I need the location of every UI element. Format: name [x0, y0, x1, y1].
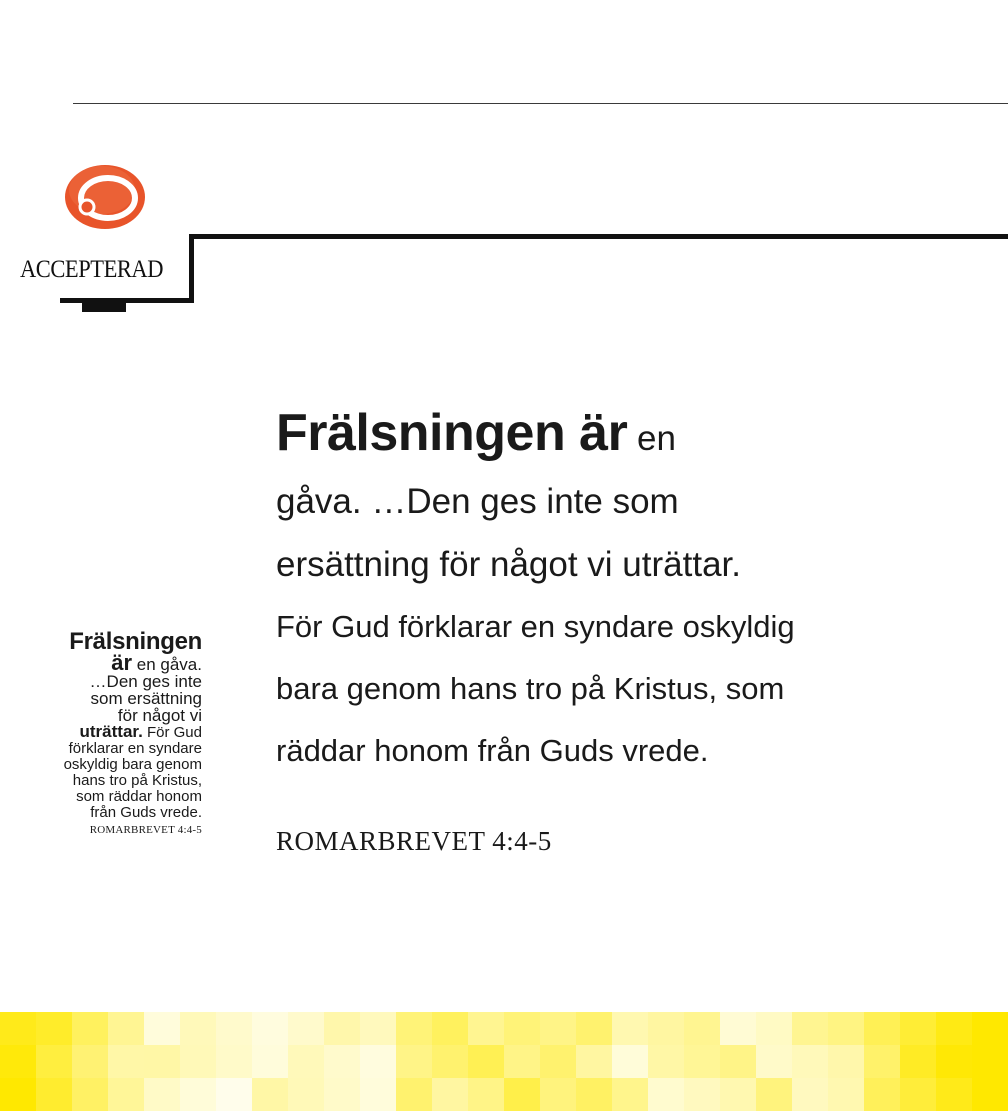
sidebar-quote-line-7: förklarar en syndare	[68, 740, 202, 757]
mosaic-cell	[252, 1012, 289, 1046]
main-quote-line-3: ersättning för något vi uträttar.	[276, 545, 741, 584]
frame-tab	[82, 303, 126, 312]
mosaic-cell	[720, 1012, 757, 1046]
mosaic-cell	[504, 1012, 541, 1046]
mosaic-cell	[0, 1045, 37, 1079]
mosaic-cell	[252, 1078, 289, 1111]
sidebar-quote-line-5: för något vi	[117, 706, 202, 725]
section-label: ACCEPTERAD	[20, 256, 164, 283]
mosaic-cell	[504, 1078, 541, 1111]
mosaic-cell	[576, 1078, 613, 1111]
main-quote-line-6: räddar honom från Guds vrede.	[276, 733, 709, 768]
mosaic-cell	[468, 1045, 505, 1079]
main-quote-line1-rest: en	[637, 419, 676, 458]
mosaic-cell	[36, 1012, 73, 1046]
mosaic-cell	[216, 1078, 253, 1111]
mosaic-cell	[36, 1045, 73, 1079]
mosaic-cell	[324, 1078, 361, 1111]
mosaic-cell	[324, 1045, 361, 1079]
mosaic-cell	[648, 1045, 685, 1079]
mosaic-cell	[792, 1045, 829, 1079]
mosaic-cell	[612, 1045, 649, 1079]
mosaic-cell	[720, 1078, 757, 1111]
mosaic-cell	[108, 1012, 145, 1046]
mosaic-cell	[108, 1045, 145, 1079]
main-reference: ROMARBREVET 4:4-5	[276, 826, 552, 856]
mosaic-cell	[468, 1012, 505, 1046]
mosaic-cell	[792, 1078, 829, 1111]
frame-left-bar	[189, 234, 194, 303]
orange-ring-logo-icon	[60, 160, 150, 230]
sidebar-quote-line-6	[20, 724, 202, 741]
mosaic-cell	[468, 1078, 505, 1111]
mosaic-cell	[216, 1045, 253, 1079]
sidebar-quote-line-11: från Guds vrede.	[90, 804, 202, 821]
mosaic-cell	[936, 1078, 973, 1111]
mosaic-cell	[180, 1012, 217, 1046]
sidebar-quote-line2-rest: en gåva.	[136, 655, 202, 674]
mosaic-cell	[828, 1012, 865, 1046]
mosaic-cell	[972, 1078, 1008, 1111]
mosaic-cell	[576, 1045, 613, 1079]
mosaic-cell	[360, 1045, 397, 1079]
sidebar-quote-line6-rest: För Gud	[146, 724, 202, 741]
main-quote-line-5: bara genom hans tro på Kristus, som	[276, 671, 785, 706]
mosaic-cell	[288, 1012, 325, 1046]
mosaic-cell	[504, 1045, 541, 1079]
mosaic-cell	[684, 1078, 721, 1111]
main-quote-line-4: För Gud förklarar en syndare oskyldig	[276, 609, 795, 644]
mosaic-cell	[324, 1012, 361, 1046]
mosaic-cell	[756, 1045, 793, 1079]
mosaic-cell	[864, 1045, 901, 1079]
mosaic-cell	[828, 1078, 865, 1111]
mosaic-cell	[864, 1078, 901, 1111]
mosaic-cell	[432, 1078, 469, 1111]
sidebar-reference: ROMARBREVET 4:4-5	[89, 824, 202, 836]
mosaic-cell	[72, 1078, 109, 1111]
mosaic-cell	[540, 1045, 577, 1079]
frame-bottom-bar	[60, 298, 194, 303]
sidebar-quote-lead: Frälsningen	[69, 628, 202, 655]
mosaic-cell	[720, 1045, 757, 1079]
mosaic-cell	[72, 1045, 109, 1079]
sidebar-quote-line2-bold: är	[111, 650, 133, 675]
mosaic-cell	[864, 1012, 901, 1046]
mosaic-cell	[396, 1045, 433, 1079]
mosaic-cell	[0, 1078, 37, 1111]
mosaic-cell	[72, 1012, 109, 1046]
main-quote-line-2: gåva. …Den ges inte som	[276, 482, 679, 521]
mosaic-cell	[288, 1045, 325, 1079]
sidebar-quote-line-3: …Den ges inte	[89, 672, 202, 691]
mosaic-cell	[396, 1012, 433, 1046]
mosaic-cell	[576, 1012, 613, 1046]
mosaic-cell	[144, 1078, 181, 1111]
mosaic-cell	[828, 1045, 865, 1079]
mosaic-cell	[684, 1012, 721, 1046]
mosaic-cell	[36, 1078, 73, 1111]
mosaic-cell	[540, 1012, 577, 1046]
mosaic-cell	[972, 1045, 1008, 1079]
main-quote-lead: Frälsningen är	[276, 404, 628, 462]
mosaic-cell	[216, 1012, 253, 1046]
yellow-mosaic-band	[0, 1012, 1008, 1111]
mosaic-cell	[252, 1045, 289, 1079]
mosaic-cell	[144, 1012, 181, 1046]
mosaic-cell	[684, 1045, 721, 1079]
sidebar-quote-line-2	[20, 650, 202, 675]
mosaic-cell	[756, 1012, 793, 1046]
mosaic-cell	[936, 1012, 973, 1046]
sidebar-quote-line-4: som ersättning	[90, 689, 202, 708]
mosaic-cell	[432, 1045, 469, 1079]
mosaic-cell	[900, 1012, 937, 1046]
mosaic-cell	[612, 1078, 649, 1111]
mosaic-cell	[648, 1012, 685, 1046]
mosaic-cell	[180, 1078, 217, 1111]
top-divider	[73, 103, 1008, 104]
mosaic-cell	[144, 1045, 181, 1079]
mosaic-cell	[432, 1012, 469, 1046]
mosaic-cell	[648, 1078, 685, 1111]
sidebar-quote-line-10: som räddar honom	[76, 788, 202, 805]
mosaic-cell	[0, 1012, 37, 1046]
main-quote-line-1	[276, 402, 876, 470]
mosaic-cell	[612, 1012, 649, 1046]
sidebar-quote-line-8: oskyldig bara genom	[63, 756, 202, 773]
mosaic-cell	[900, 1045, 937, 1079]
mosaic-cell	[396, 1078, 433, 1111]
mosaic-cell	[360, 1078, 397, 1111]
mosaic-cell	[180, 1045, 217, 1079]
main-quote	[276, 402, 876, 782]
mosaic-cell	[792, 1012, 829, 1046]
mosaic-cell	[972, 1012, 1008, 1046]
frame-top-bar	[192, 234, 1008, 239]
sidebar-quote-line-9: hans tro på Kristus,	[72, 772, 202, 789]
mosaic-cell	[360, 1012, 397, 1046]
mosaic-cell	[108, 1078, 145, 1111]
mosaic-cell	[288, 1078, 325, 1111]
sidebar-quote	[20, 630, 202, 821]
sidebar-quote-line6-bold: uträttar.	[79, 722, 143, 741]
mosaic-cell	[756, 1078, 793, 1111]
mosaic-cell	[936, 1045, 973, 1079]
mosaic-cell	[540, 1078, 577, 1111]
mosaic-cell	[900, 1078, 937, 1111]
